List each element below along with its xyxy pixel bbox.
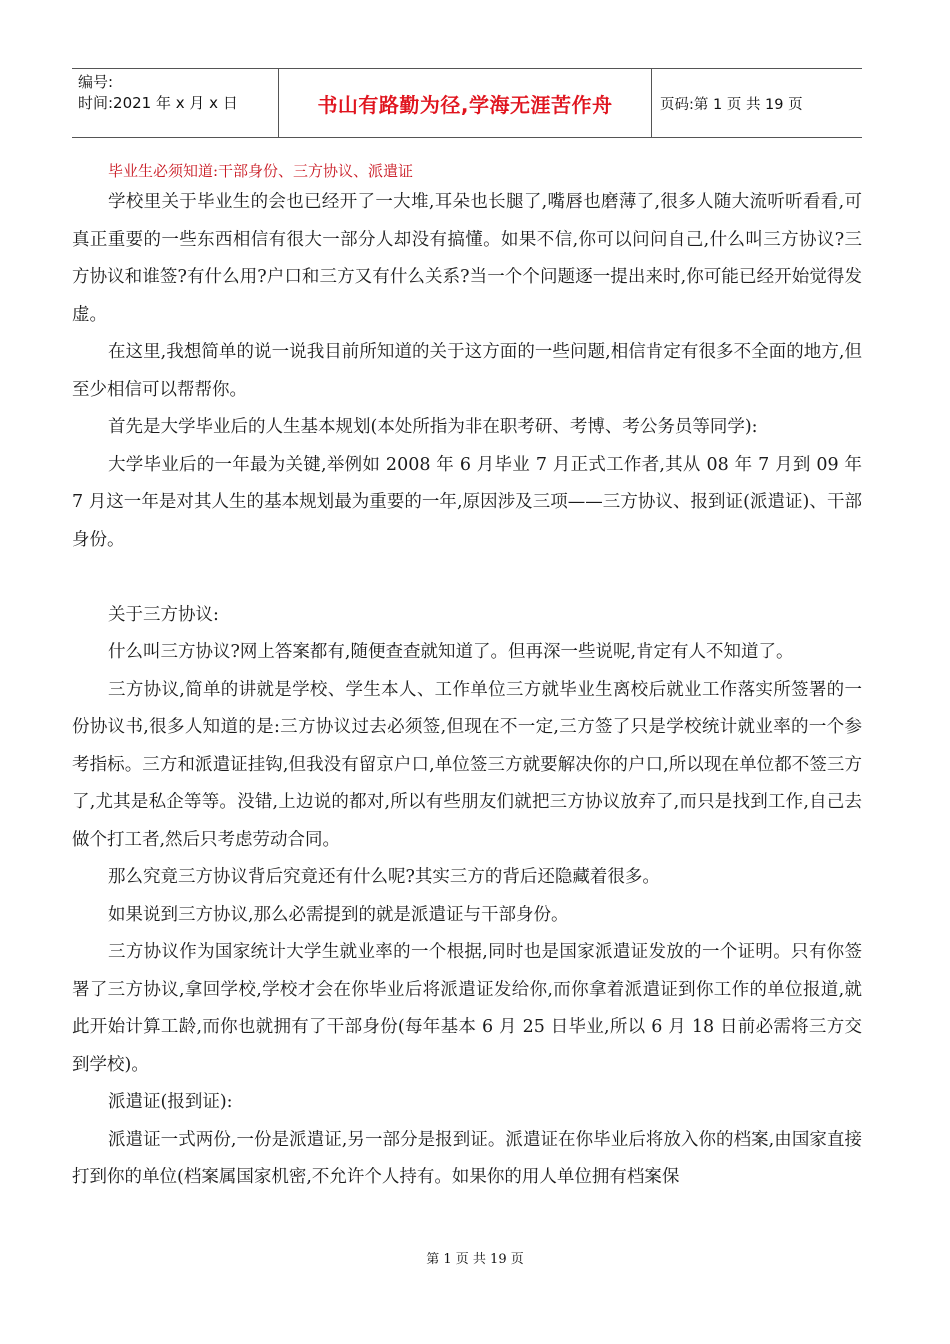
paragraph-8: 那么究竟三方协议背后究竟还有什么呢?其实三方的背后还隐藏着很多。	[108, 867, 660, 887]
paragraph-12: 派遣证一式两份,一份是派遣证,另一部分是报到证。派遣证在你毕业后将放入你的档案,由国家直接打到你的单位(档案属国家机密,不允许个人持有。如果你的用人单位拥有档案保	[72, 1129, 862, 1187]
article-title: 毕业生必须知道:干部身份、三方协议、派遣证	[108, 162, 414, 180]
document-time-label: 时间:2021 年 x 月 x 日	[78, 94, 238, 112]
page-footer: 第 1 页 共 19 页	[426, 1252, 524, 1267]
paragraph-9: 如果说到三方协议,那么必需提到的就是派遣证与干部身份。	[108, 904, 569, 925]
paragraph-4: 大学毕业后的一年最为关键,举例如 2008 年 6 月毕业 7 月正式工作者,其从 08 年 7 月到 09 年 7 月这一年是对其人生的基本规划最为重要的一年,原因涉及三项——三方协议、报到证(派遣证)、干部身份。	[72, 454, 862, 550]
header-motto: 书山有路勤为径,学海无涯苦作舟	[279, 69, 652, 137]
paragraph-6: 什么叫三方协议?网上答案都有,随便查查就知道了。但再深一些说呢,肯定有人不知道了。	[108, 642, 794, 662]
section-heading-dispatch: 派遣证(报到证):	[108, 1092, 233, 1112]
paragraph-10: 三方协议作为国家统计大学生就业率的一个根据,同时也是国家派遣证发放的一个证明。只有你签署了三方协议,拿回学校,学校才会在你毕业后将派遣证发给你,而你拿着派遣证到你工作的单位报道,就此开始计算工龄,而你也就拥有了干部身份(每年基本 6 月 25 日毕业,所以 6 月 18 日前必需将三方交到学校)。	[72, 942, 862, 1075]
paragraph-1: 学校里关于毕业生的会也已经开了一大堆,耳朵也长腿了,嘴唇也磨薄了,很多人随大流听听看看,可真正重要的一些东西相信有很大一部分人却没有搞懂。如果不信,你可以问问自己,什么叫三方协议?三方协议和谁签?有什么用?户口和三方又有什么关系?当一个个问题逐一提出来时,你可能已经开始觉得发虚。	[72, 192, 862, 325]
header-page-number: 页码:第 1 页 共 19 页	[660, 96, 803, 113]
section-heading-tripartite: 关于三方协议:	[108, 604, 219, 625]
header-meta	[72, 69, 279, 137]
paragraph-2: 在这里,我想简单的说一说我目前所知道的关于这方面的一些问题,相信肯定有很多不全面的地方,但至少相信可以帮帮你。	[72, 342, 862, 400]
document-number-label: 编号:	[78, 73, 114, 91]
document-body	[72, 158, 862, 1197]
page-header	[72, 68, 862, 138]
paragraph-3: 首先是大学毕业后的人生基本规划(本处所指为非在职考研、考博、考公务员等同学):	[108, 417, 758, 437]
paragraph-7: 三方协议,简单的讲就是学校、学生本人、工作单位三方就毕业生离校后就业工作落实所签署的一份协议书,很多人知道的是:三方协议过去必须签,但现在不一定,三方签了只是学校统计就业率的一个参考指标。三方和派遣证挂钩,但我没有留京户口,单位签三方就要解决你的户口,所以现在单位都不签三方了,尤其是私企等等。没错,上边说的都对,所以有些朋友们就把三方协议放弃了,而只是找到工作,自己去做个打工者,然后只考虑劳动合同。	[72, 679, 862, 850]
blank-line	[72, 559, 862, 597]
